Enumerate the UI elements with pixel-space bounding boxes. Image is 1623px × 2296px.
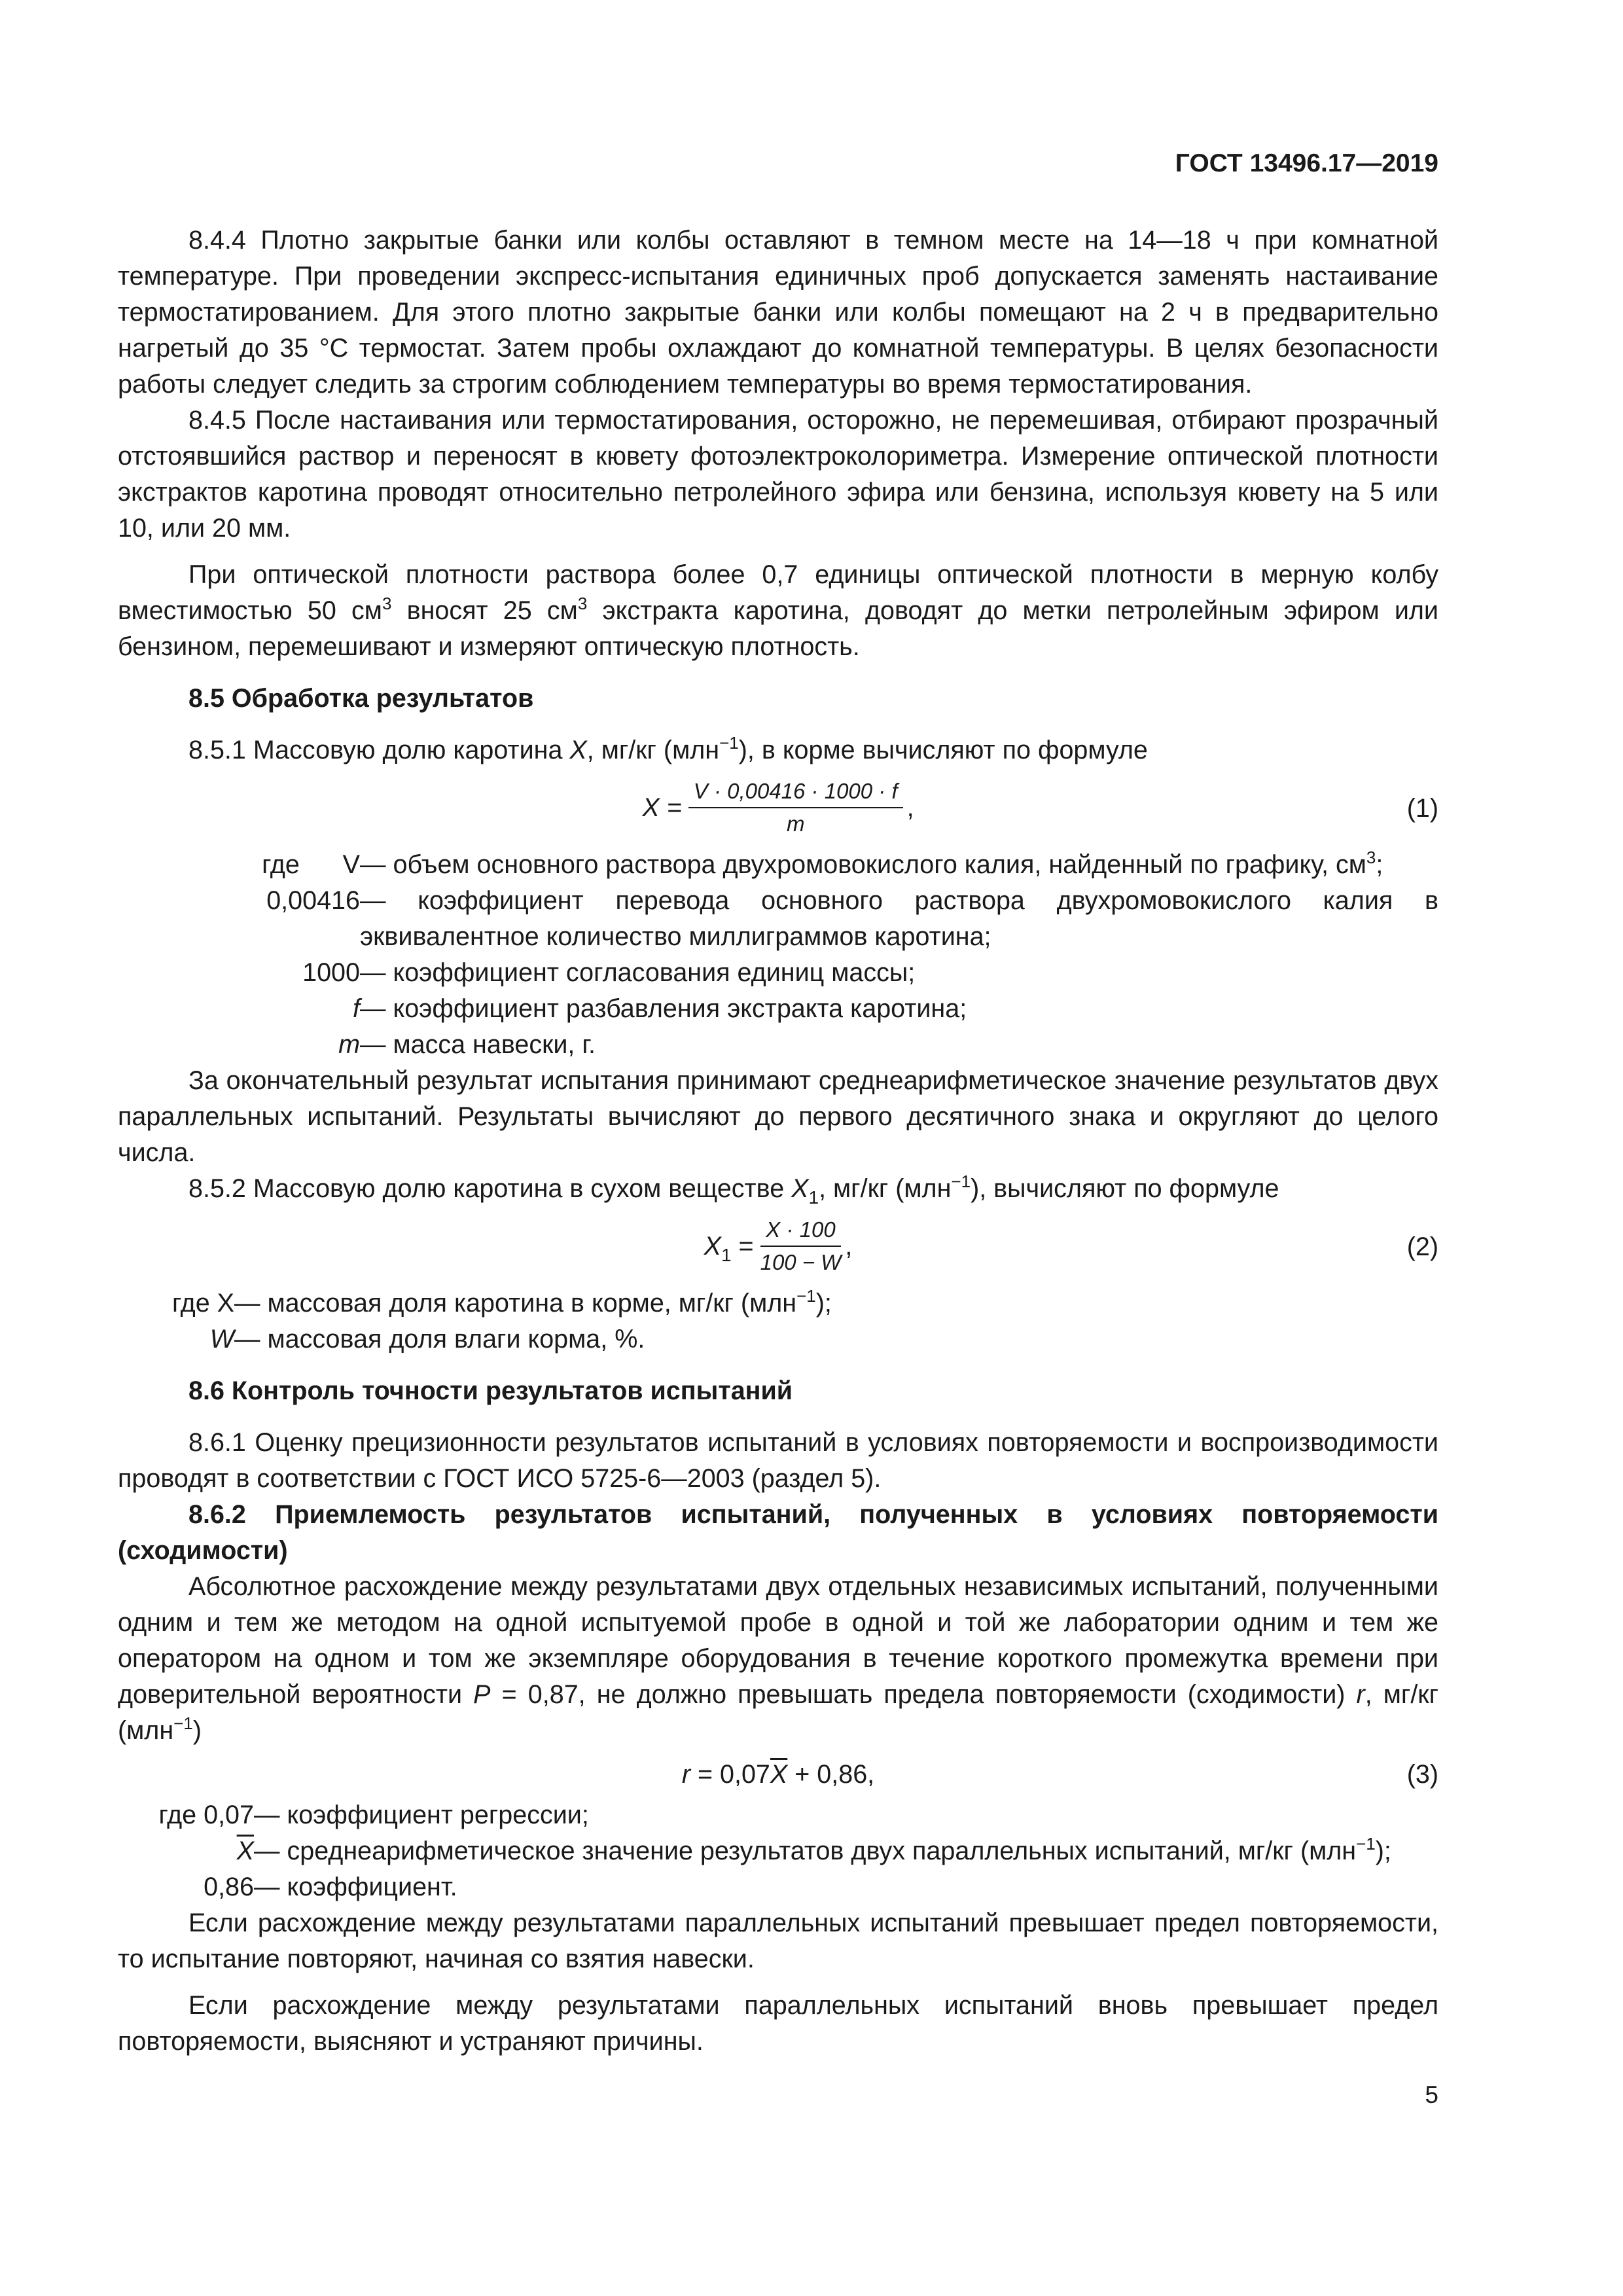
legend-row (118, 1027, 1438, 1063)
formula-1-tail: , (906, 793, 914, 822)
formula-3 (118, 1757, 1438, 1797)
section-heading-8-6: 8.6 Контроль точности результатов испытаний (188, 1376, 793, 1405)
legend-label: $\overline{X}$ (236, 1837, 254, 1865)
subsection-heading-8-6-2: 8.6.2 Приемлемость результатов испытаний, полученных в условиях повторяемости (сходимости) (118, 1500, 1438, 1565)
legend-text: — коэффициент регрессии; (254, 1801, 589, 1829)
paragraph-8-5-2: 8.5.2 Массовую долю каротина в сухом веществе $X_1$, мг/кг (млн$^{-1}$), вычисляют по формуле (188, 1172, 1279, 1208)
paragraph-exceed-1: Если расхождение между результатами параллельных испытаний превышает предел повторяемости, то испытание повторяют, начиная со взятия навески. (118, 1909, 1438, 1973)
formula-2-lhs: $X_1$ = (704, 1231, 754, 1265)
section-heading-8-5: 8.5 Обработка результатов (188, 684, 534, 713)
legend-text: — коэффициент разбавления экстракта каротина; (360, 994, 967, 1023)
legend-formula-1 (118, 847, 1438, 1063)
legend-text: — массовая доля влаги корма, %. (234, 1325, 645, 1354)
legend-label: f (353, 994, 360, 1023)
document-body (118, 223, 1438, 2060)
page-number: 5 (1425, 2081, 1438, 2108)
formula-1 (118, 768, 1438, 847)
legend-row (118, 883, 1438, 955)
legend-row (118, 1869, 1438, 1905)
formula-3-number: (3) (1406, 1760, 1438, 1789)
legend-text: — масса навески, г. (360, 1030, 596, 1059)
legend-row (118, 955, 1438, 991)
formula-1-numerator: V · 0,00416 · 1000 · f (688, 778, 903, 808)
legend-label: 0,86 (204, 1873, 254, 1901)
formula-2-denominator: 100 − W (760, 1250, 842, 1274)
legend-text: — массовая доля каротина в корме, мг/кг (млн$^{-1}$); (234, 1286, 832, 1318)
paragraph-8-4-4: 8.4.4 Плотно закрытые банки или колбы оставляют в темном месте на 14—18 ч при комнатной температуре. При проведении экспресс-испытания единичных проб допускается заменять настаивание термостатированием. Для этого плотно закрытые банки или колбы помещают на 2 ч в предварительно нагретый до 35 °С термостат. Затем пробы охлаждают до комнатной температуры. В целях безопасности работы следует следить за строгим соблюдением температуры во время термостатирования. (118, 226, 1438, 399)
legend-label: W (209, 1325, 234, 1354)
legend-formula-3 (118, 1797, 1438, 1905)
legend-label: m (338, 1030, 360, 1059)
paragraph-exceed-2: Если расхождение между результатами параллельных испытаний вновь превышает предел повторяемости, выясняют и устраняют причины. (118, 1991, 1438, 2056)
formula-2-tail: , (845, 1231, 853, 1261)
legend-text: — коэффициент. (254, 1873, 457, 1901)
legend-row (118, 1833, 1438, 1869)
formula-2 (118, 1207, 1438, 1285)
legend-text: — объем основного раствора двухромовокислого калия, найденный по графику, $см^3$; (360, 848, 1383, 879)
legend-row (118, 1285, 1438, 1321)
paragraph-8-5-1: 8.5.1 Массовую долю каротина X, мг/кг (млн$^{-1}$), в корме вычисляют по формуле (188, 733, 1148, 764)
formula-2-number: (2) (1406, 1232, 1438, 1261)
legend-label: где 0,07 (158, 1801, 254, 1829)
paragraph-absolute-difference: Абсолютное расхождение между результатами двух отдельных независимых испытаний, полученными одним и тем же методом на одной испытуемой пробе в одной и той же лаборатории одним и тем же оператором на одном и том же экземпляре оборудования в течение короткого промежутка времени при доверительной вероятности P = 0,87, не должно превышать предела повторяемости (сходимости) r, мг/кг (млн$^{-1}$) (118, 1572, 1438, 1745)
formula-1-denominator: m (786, 812, 805, 836)
legend-label: где X (172, 1289, 234, 1318)
formula-1-number: (1) (1406, 794, 1438, 823)
paragraph-8-6-1: 8.6.1 Оценку прецизионности результатов испытаний в условиях повторяемости и воспроизводимости проводят в соответствии с ГОСТ ИСО 5725-6—2003 (раздел 5). (118, 1428, 1438, 1493)
legend-label: где V (262, 850, 360, 879)
legend-text: — коэффициент согласования единиц массы; (360, 958, 916, 987)
paragraph-8-4-5: 8.4.5 После настаивания или термостатирования, осторожно, не перемешивая, отбирают прозрачный отстоявшийся раствор и переносят в кювету фотоэлектроколориметра. Измерение оптической плотности экстрактов каротина проводят относительно петролейного эфира или бензина, используя кювету на 5 или 10, или 20 мм. (118, 406, 1438, 543)
formula-2-numerator: X · 100 (760, 1216, 840, 1247)
legend-text: — коэффициент перевода основного раствора двухромовокислого калия в эквивалентное количество миллиграммов каротина; (360, 886, 1438, 951)
legend-label: 1000 (302, 958, 360, 987)
legend-text: — среднеарифметическое значение результатов двух параллельных испытаний, мг/кг (млн$^{-1}$); (254, 1834, 1391, 1865)
formula-3-expression: $r = 0,07\overline{X} + 0,86$, (681, 1760, 875, 1789)
formula-2-fraction (760, 1216, 842, 1276)
paragraph-dilution: При оптической плотности раствора более 0,7 единицы оптической плотности в мерную колбу вместимостью 50 $см^3$ вносят 25 $см^3$ экстракта каротина, доводят до метки петролейным эфиром или бензином, перемешивают и измеряют оптическую плотность. (118, 560, 1438, 661)
legend-formula-2 (118, 1285, 1438, 1357)
legend-row (118, 847, 1438, 883)
legend-row (118, 1797, 1438, 1833)
legend-label: 0,00416 (266, 886, 360, 915)
legend-row (118, 1321, 1438, 1357)
formula-1-lhs: X = (642, 793, 682, 822)
paragraph-final-result: За окончательный результат испытания принимают среднеарифметическое значение результатов двух параллельных испытаний. Результаты вычисляют до первого десятичного знака и округляют до целого числа. (118, 1066, 1438, 1167)
standard-header: ГОСТ 13496.17—2019 (1175, 149, 1438, 177)
formula-1-fraction (688, 778, 903, 838)
legend-row (118, 991, 1438, 1027)
